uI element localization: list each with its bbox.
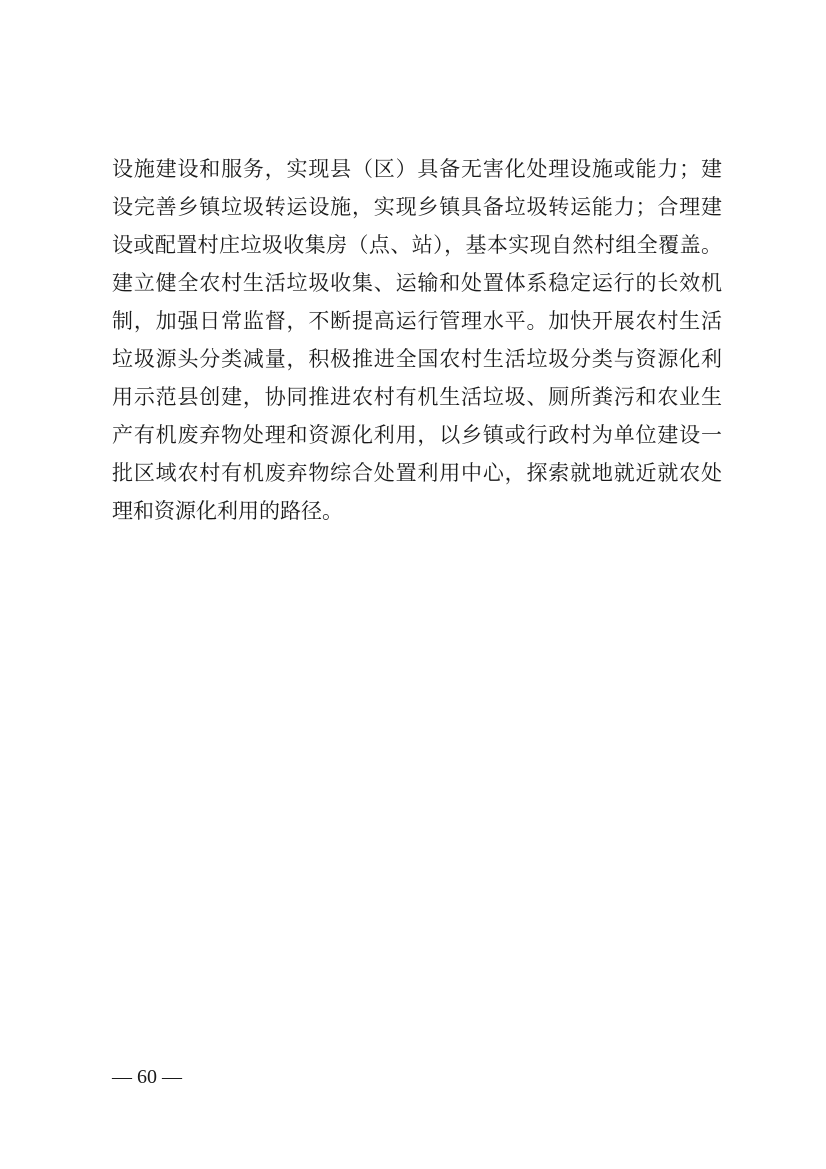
- body-paragraph: [112, 150, 722, 530]
- text-line-1: 设施建设和服务，实现县（区）具备无害化处理设施或能力；建: [112, 157, 722, 181]
- text-line-5: 制，加强日常监督，不断提高运行管理水平。加快开展农村生活: [112, 309, 722, 333]
- text-line-7: 用示范县创建，协同推进农村有机生活垃圾、厕所粪污和农业生: [112, 385, 722, 409]
- text-line-6: 垃圾源头分类减量，积极推进全国农村生活垃圾分类与资源化利: [112, 347, 722, 371]
- text-line-10: 理和资源化利用的路径。: [112, 499, 343, 523]
- text-line-3: 设或配置村庄垃圾收集房（点、站），基本实现自然村组全覆盖。: [112, 233, 722, 257]
- text-line-4: 建立健全农村生活垃圾收集、运输和处置体系稳定运行的长效机: [112, 271, 722, 295]
- text-line-2: 设完善乡镇垃圾转运设施，实现乡镇具备垃圾转运能力；合理建: [112, 195, 722, 219]
- page-number: — 60 —: [112, 1066, 182, 1088]
- text-line-8: 产有机废弃物处理和资源化利用，以乡镇或行政村为单位建设一: [112, 423, 722, 447]
- text-line-9: 批区域农村有机废弃物综合处置利用中心，探索就地就近就农处: [112, 461, 722, 485]
